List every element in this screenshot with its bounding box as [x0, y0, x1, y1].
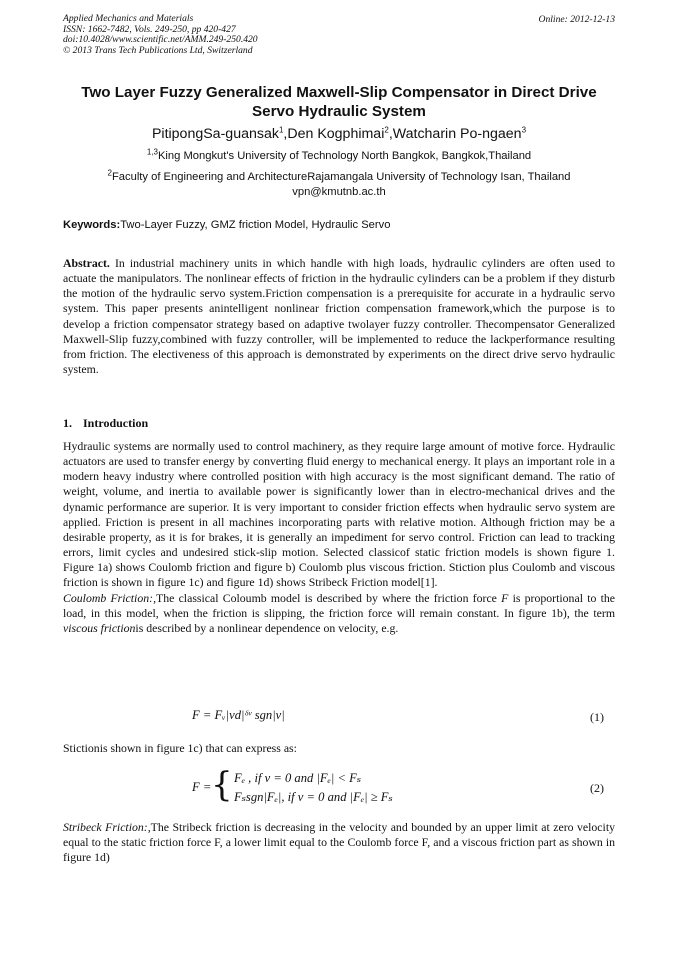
paper-title: [50, 83, 628, 121]
abstract: [63, 256, 615, 377]
section-heading: [63, 416, 148, 431]
author-email: vpn@kmutnb.ac.th: [292, 186, 386, 198]
coulomb-symbol-f: F: [501, 590, 509, 605]
stribeck-text: The Stribeck friction is decreasing in the velocity and bounded by an upper limit at zero velocity equal to the static friction force F, a lower limit equal to the Coulomb force F, and a viscous friction part as shown in figure 1d): [63, 820, 616, 865]
equation-2-lhs: F =: [192, 780, 212, 794]
coulomb-paragraph: [63, 591, 615, 636]
intro-paragraph: [63, 439, 615, 636]
affiliation-1: [40, 149, 638, 164]
equation-2-case-2: Fₛsgn|Fₑ|, if v = 0 and |Fₑ| ≥ Fₛ: [234, 790, 393, 804]
equation-1: F = Fᵥ|vd|ᵟᵛ sgn|v|: [192, 708, 285, 722]
equation-1-number: (1): [590, 710, 604, 724]
coulomb-text-b: is proportional to the load, in this model, when the friction is slipping, the friction force will remain constant. In figure 1b), the term: [63, 590, 615, 620]
coulomb-text-c: is described by a nonlinear dependence on velocity, e.g.: [135, 620, 399, 635]
author-2-sup: 2: [384, 125, 389, 135]
author-list: [40, 126, 638, 142]
title-line-1: Two Layer Fuzzy Generalized Maxwell-Slip Compensator in Direct Drive: [81, 84, 597, 101]
affiliation-2: [40, 170, 638, 185]
affiliation-2-sup: 2: [107, 168, 112, 178]
abstract-text: In industrial machinery units in which handle with high loads, hydraulic cylinders are often used to actuate the manipulators. The nonlinear effects of friction in the hydraulic cylinders can be a problem if they disturb the motion of the hydraulic servo system.Friction compensation is a prerequisite for accurate in a hydraulic servo system. This paper presents anintelligent nonlinear friction compensation framework,which the purpose is to develop a friction compensator strategy based on adaptive twolayer fuzzy controller. Thecompensator Generalized Maxwell-Slip fuzzy,combined with fuzzy controller, will be implemented to reduce the lackperformance resulting from friction. The electiveness of this approach is demonstrated by experiments on the direct drive servo hydraulic system.: [63, 256, 615, 377]
viscous-friction-term: viscous friction: [63, 620, 136, 635]
affiliation-1-sup: 1,3: [146, 147, 158, 157]
author-3: ,Watcharin Po-ngaen: [388, 126, 522, 142]
keywords-text: Two-Layer Fuzzy, GMZ friction Model, Hydraulic Servo: [120, 219, 391, 231]
equation-2-case-1: Fₑ , if v = 0 and |Fₑ| < Fₛ: [234, 771, 362, 785]
stiction-line: [63, 741, 615, 756]
stribeck-label: Stribeck Friction:,: [63, 820, 151, 834]
affiliation-1-text: King Mongkut's University of Technology North Bangkok, Bangkok,Thailand: [157, 150, 532, 162]
keywords: [63, 219, 615, 231]
author-1-sup: 1: [278, 125, 284, 135]
author-3-sup: 3: [521, 125, 527, 135]
journal-name: Applied Mechanics and Materials: [63, 13, 194, 24]
stribeck-paragraph: [63, 820, 615, 865]
stiction-text: Stictionis shown in figure 1c) that can express as:: [63, 741, 297, 755]
coulomb-text-a: The classical Coloumb model is described by where the friction force: [156, 590, 502, 605]
equation-2-number: (2): [590, 781, 604, 795]
section-number: 1.: [63, 416, 72, 430]
doi-line: doi:10.4028/www.scientific.net/AMM.249-250.420: [63, 34, 258, 46]
author-1: PitipongSa-guansak: [151, 126, 279, 142]
abstract-label: Abstract.: [63, 256, 110, 270]
coulomb-label: Coulomb Friction:,: [63, 590, 157, 605]
affiliation-2-text: Faculty of Engineering and ArchitectureRajamangala University of Technology Isan, Thailand: [111, 171, 571, 183]
title-line-2: Servo Hydraulic System: [252, 103, 426, 120]
author-2: ,Den Kogphimai: [283, 126, 385, 142]
keywords-label: Keywords:: [63, 219, 121, 231]
equation-2-brace: {: [211, 765, 233, 805]
copyright-line: © 2013 Trans Tech Publications Ltd, Switzerland: [63, 44, 253, 56]
section-title: Introduction: [83, 416, 149, 430]
issn-line: ISSN: 1662-7482, Vols. 249-250, pp 420-427: [63, 23, 236, 35]
online-date: Online: 2012-12-13: [538, 14, 615, 25]
intro-text: Hydraulic systems are normally used to control machinery, as they require large amount of motive force. Hydraulic actuators are used to transfer energy by converting fluid energy to mechanical energy. It plays an important role in a modern heavy industry where controlled position with high accuracy is the most significant demand. The ratio of weight, volume, and inertia to available power is significantly lower than in electro-mechanical drives and the dynamic performance are superior. It is very important to consider friction effects when hydraulic servo system are applied. Friction is present in all machines incorporating parts with relative motion. Although friction may be a desirable property, as it is for brakes, it is generally an impediment for servo control. Friction can lead to tracking errors, limit cycles and undesired stick-slip motion. Selected classicof static friction models is shown figure 1. Figure 1a) shows Coulomb friction and figure b) Coulomb plus viscous friction. Stiction plus Coulomb and viscous friction is shown in figure 1c) and figure 1d) shows Stribeck Friction model[1].: [63, 439, 615, 590]
